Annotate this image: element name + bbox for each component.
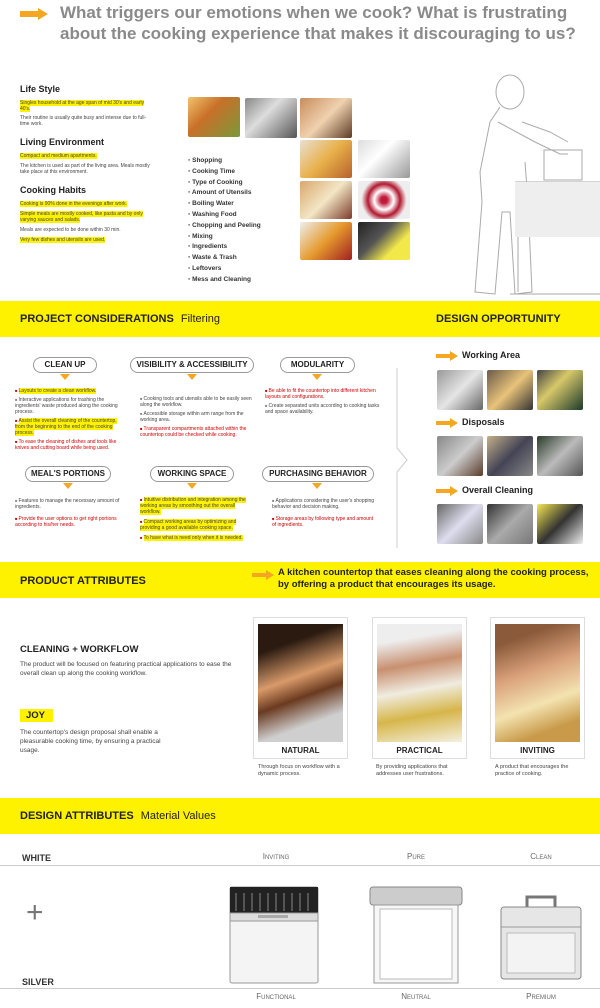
space-item: To have what is need only when it is needed. (143, 535, 243, 541)
practical-text: By providing applications that addresses user frustrations. (376, 764, 448, 777)
header-arrow-icon (20, 8, 48, 20)
cooking-photo (358, 181, 410, 219)
label-clean: Clean (530, 852, 552, 861)
visibility-item: ■ Transparent compartments attached within the countertop could be checked while cooking. (140, 426, 255, 438)
activity-item: ▪ Mixing (188, 232, 213, 240)
pill-arrow-icon (312, 483, 322, 489)
cooking-photo (300, 181, 352, 219)
environment-item: Compact and medium apartments. (20, 153, 97, 159)
section-divider (395, 368, 409, 548)
label-inviting: Inviting (262, 852, 290, 861)
habits-item: Meals are expected to be done within 30 min. (20, 227, 121, 233)
cw-text: The product will be focused on featuring practical applications to ease the overall clean up along the cooking workflow. (20, 661, 232, 677)
inviting-label: INVITING (520, 746, 555, 755)
cooking-photo (300, 98, 352, 138)
disposals-photo (537, 436, 583, 476)
label-premium: Premium (526, 992, 556, 1001)
activity-item: ▪ Type of Cooking (188, 178, 243, 186)
product-statement: A kitchen countertop that eases cleaning along the cooking process, by offering a product that encourages its usage. (278, 567, 589, 590)
cleanup-item: ■ To ease the cleaning of dishes and tools like knives and cutting board while being used. (15, 439, 125, 451)
natural-photo (258, 624, 343, 742)
stainless-panel-image (368, 885, 464, 985)
cooking-photo (358, 222, 410, 260)
disposals-photo (487, 436, 533, 476)
product-title: PRODUCT ATTRIBUTES (20, 575, 146, 587)
plus-icon: + (26, 896, 44, 929)
white-label: WHITE (22, 853, 51, 863)
cw-title: CLEANING + WORKFLOW (20, 644, 139, 655)
environment-item: The kitchen is used as part of the living area. Meals mostly take place at this environment. (20, 163, 150, 175)
space-item: Intuitive distribution and integration among the working areas by smoothing out the overall workflow. (140, 497, 246, 515)
opportunity-arrow-icon (436, 486, 458, 496)
activity-item: ▪ Amount of Utensils (188, 189, 252, 197)
silver-label: SILVER (22, 977, 54, 987)
label-pure: Pure (406, 852, 425, 861)
design-bottom-divider (0, 988, 600, 989)
habits-item: Cooking is 90% done in the evenings after work. (20, 201, 128, 207)
cleaning-photo (537, 504, 583, 544)
working-area-photo (487, 370, 533, 410)
label-neutral: Neutral (401, 992, 431, 1001)
pill-arrow-icon (187, 483, 197, 489)
space-item: Compact working areas by optimizing and providing a good available cooking space. (140, 519, 237, 531)
considerations-subtitle: Filtering (180, 313, 220, 325)
opportunity-title: DESIGN OPPORTUNITY (436, 313, 561, 325)
opportunity-working-area: Working Area (462, 350, 521, 360)
habits-item: Simple meals are mostly cooked, like pasta and by only varying sauces and salads. (20, 211, 143, 223)
opportunity-arrow-icon (436, 418, 458, 428)
activity-item: ▪ Shopping (188, 157, 223, 164)
activity-item: ▪ Waste & Trash (188, 254, 237, 262)
activity-item: ▪ Cooking Time (188, 167, 235, 175)
modularity-item: ■ Be able to fit the countertop into different kitchen layouts and configurations. (265, 388, 380, 400)
inviting-text: A product that encourages the practice of cooking. (495, 764, 569, 777)
opportunity-disposals: Disposals (462, 417, 505, 427)
activity-item: ▪ Chopping and Peeling (188, 221, 261, 229)
activity-item: ▪ Mess and Cleaning (188, 275, 251, 283)
visibility-item: ■ Cooking tools and utensils able to be easily seen along the workflow. (140, 396, 255, 408)
activity-item: ▪ Washing Food (188, 210, 237, 218)
disposals-photo (437, 436, 483, 476)
cleanup-item: Assist the overall cleaning of the countertop, from the beginning to the end of the cooking process. (15, 418, 117, 436)
portions-item: ■ Provide the user options to get right portions according to his/her needs. (15, 516, 130, 528)
lifestyle-item: Singles household at the age span of mid 30's and early 40's. (20, 100, 145, 112)
cleaning-photo (437, 504, 483, 544)
dishwasher-image (228, 885, 320, 985)
joy-title: JOY (20, 709, 53, 722)
cooking-photo (245, 98, 297, 138)
environment-title: Living Environment (20, 137, 105, 147)
opportunity-arrow-icon (436, 351, 458, 361)
label-functional: Functional (256, 992, 296, 1001)
working-area-photo (537, 370, 583, 410)
pill-arrow-icon (312, 374, 322, 380)
pill-clean-up: CLEAN UP (33, 357, 97, 373)
steel-toolbox-image (497, 893, 585, 985)
cooking-photo (188, 97, 240, 137)
joy-text: The countertop's design proposal shall enable a pleasurable cooking time, by ensuring a practical usage. (20, 729, 161, 754)
natural-text: Through focus on workflow with a dynamic process. (258, 764, 340, 777)
habits-item: Very few dishes and utensils are used. (20, 237, 106, 243)
design-title: DESIGN ATTRIBUTES (20, 810, 134, 822)
purchasing-item: ■ Storage areas by following type and amount of ingredients. (272, 516, 377, 528)
cooking-photo (300, 222, 352, 260)
cleanup-item: ■ Interactive applications for trashing the ingredients' waste produced along the cooking process. (15, 397, 125, 415)
cooking-person-sketch (440, 62, 600, 302)
pill-purchasing: PURCHASING BEHAVIOR (262, 466, 374, 482)
practical-photo (377, 624, 462, 742)
pill-visibility: VISIBILITY & ACCESSIBILITY (130, 357, 254, 373)
pill-arrow-icon (60, 374, 70, 380)
pill-modularity: MODULARITY (280, 357, 355, 373)
visibility-item: ■ Accessible storage within arm range from the working area. (140, 411, 255, 423)
natural-label: NATURAL (281, 746, 320, 755)
purchasing-item: ■ Applications considering the user's shopping behavior and decision making. (272, 498, 377, 510)
lifestyle-item: Their routine is usually quite busy and intense due to full-time work. (20, 115, 147, 127)
opportunity-overall-cleaning: Overall Cleaning (462, 485, 534, 495)
pill-arrow-icon (63, 483, 73, 489)
practical-label: PRACTICAL (396, 746, 443, 755)
pill-meals-portions: MEAL'S PORTIONS (25, 466, 111, 482)
design-top-divider (0, 865, 600, 866)
header-question: What triggers our emotions when we cook? What is frustrating about the cooking experience that makes it discouraging to us? (60, 3, 576, 43)
activity-item: ▪ Leftovers (188, 264, 222, 272)
product-arrow-icon (252, 570, 274, 580)
working-area-photo (437, 370, 483, 410)
attribute-card-inviting (490, 617, 585, 759)
portions-item: ■ Features to manage the necessary amount of ingredients. (15, 498, 130, 510)
attribute-card-natural (253, 617, 348, 759)
pill-arrow-icon (187, 374, 197, 380)
considerations-title: PROJECT CONSIDERATIONS (20, 313, 174, 325)
design-subtitle: Material Values (140, 810, 216, 822)
activity-item: ▪ Boiling Water (188, 200, 234, 208)
attribute-card-practical (372, 617, 467, 759)
inviting-photo (495, 624, 580, 742)
cooking-photo (358, 140, 410, 178)
pill-working-space: WORKING SPACE (150, 466, 234, 482)
cleanup-item: Layouts to create a clean workflow. (18, 388, 97, 394)
modularity-item: ■ Create separated units according to cooking tasks and space availability. (265, 403, 380, 415)
cleaning-photo (487, 504, 533, 544)
lifestyle-title: Life Style (20, 84, 61, 94)
cooking-photo (300, 140, 352, 178)
habits-title: Cooking Habits (20, 185, 87, 195)
activity-item: ▪ Ingredients (188, 243, 228, 251)
